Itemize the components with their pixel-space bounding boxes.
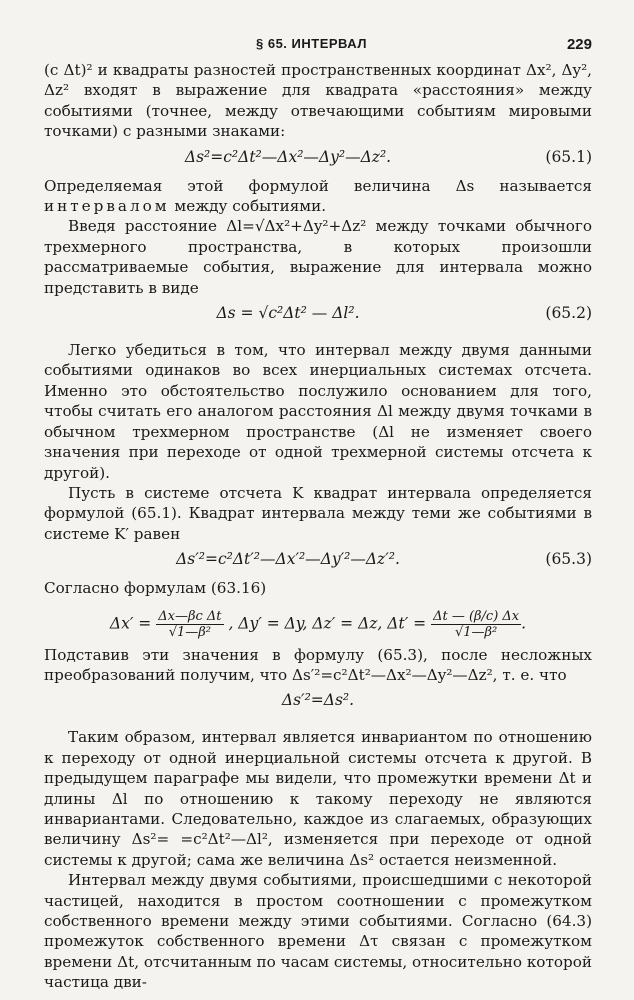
paragraph-5: Пусть в системе отсчета K квадрат интервала определяется формулой (65.1). Квадрат интервала между теми же событиями в системе K′ равен <box>44 483 592 543</box>
paragraph-4: Легко убедиться в том, что интервал между двумя данными событиями одинаков во всех инерциальных системах отсчета. Именно это обстоятельство послужило основанием для того, чтобы считать его аналогом расстояния Δl между двумя точками в обычном трехмерном пространстве (Δl не изменяет своего значения при переходе от одной трехмерной системы отсчета к другой). <box>44 341 592 482</box>
equation-65-1 <box>44 142 592 176</box>
lorentz-t-fraction <box>431 609 521 640</box>
page-header <box>44 36 592 60</box>
equation-number: (65.1) <box>545 147 592 166</box>
fraction-numerator: Δx—βc Δt <box>158 608 222 624</box>
page-number: 229 <box>566 36 592 53</box>
equation-formula: Δs′²=Δs². <box>281 691 355 710</box>
equation-formula: Δs²=c²Δt²—Δx²—Δy²—Δz². <box>184 147 392 166</box>
equation-formula: Δs′²=c²Δt′²—Δx′²—Δy′²—Δz′². <box>176 550 400 569</box>
fraction-denominator: √1—β² <box>454 624 498 640</box>
equation-65-2 <box>44 298 592 332</box>
term-interval-spaced: интервалом <box>44 197 170 216</box>
section-title: § 65. ИНТЕРВАЛ <box>256 36 367 51</box>
paragraph-9: Интервал между двумя событиями, происшедшими с некоторой частицей, находится в простом соотношении с промежутком собственного времени между этими событиями. Согласно (64.3) промежуток собственного времени Δτ связан с промежутком времени Δt, отсчитанным по часам системы, относительно которой частица дви- <box>44 871 592 992</box>
equation-65-3 <box>44 544 592 578</box>
equation-invariance <box>44 685 592 719</box>
lorentz-x-fraction <box>156 609 223 640</box>
lorentz-x-lhs: Δx′ = <box>109 614 152 633</box>
fraction-numerator: Δt — (β/c) Δx <box>433 608 520 624</box>
equation-lorentz <box>44 599 592 645</box>
fraction-denominator: √1—β² <box>168 624 212 640</box>
paragraph-8: Таким образом, интервал является инвариантом по отношению к переходу от одной инерциальной системы отсчета к другой. В предыдущем параграфе мы видели, что промежутки времени Δt и длины Δl по отношению к такому переходу не являются инвариантами. Следовательно, каждое из слагаемых, образующих величину Δs²= =c²Δt²—Δl², изменяется при переходе от одной системы к другой; сама же величина Δs² остается неизменной. <box>44 728 592 869</box>
paragraph-2-text-a: Определяемая этой формулой величина Δs называется <box>44 176 592 195</box>
equation-formula: Δs = √c²Δt² — Δl². <box>216 304 360 323</box>
equation-number: (65.2) <box>545 304 592 323</box>
lorentz-end: . <box>521 614 527 633</box>
paragraph-2-text-b: между событиями. <box>169 197 327 216</box>
lorentz-y-z: , Δy′ = Δy, Δz′ = Δz, Δt′ = <box>228 614 427 633</box>
paragraph-3: Введя расстояние Δl=√Δx²+Δy²+Δz² между точками обычного трехмерного пространства, в которых произошли рассматриваемые события, выражение для интервала можно представить в виде <box>44 217 592 297</box>
paragraph-7: Подставив эти значения в формулу (65.3), после несложных преобразований получим, что Δs′²=c²Δt²—Δx²—Δy²—Δz², т. е. что <box>44 645 592 684</box>
equation-number: (65.3) <box>545 550 592 569</box>
paragraph-6: Согласно формулам (63.16) <box>44 579 267 598</box>
book-page <box>44 36 592 993</box>
paragraph-1: (c Δt)² и квадраты разностей пространственных координат Δx², Δy², Δz² входят в выражение для квадрата «расстояния» между событиями (точнее, между отвечающими событиям мировыми точками) с разными знаками: <box>44 61 592 141</box>
paragraph-2 <box>44 176 592 217</box>
lorentz-formula <box>44 609 592 640</box>
